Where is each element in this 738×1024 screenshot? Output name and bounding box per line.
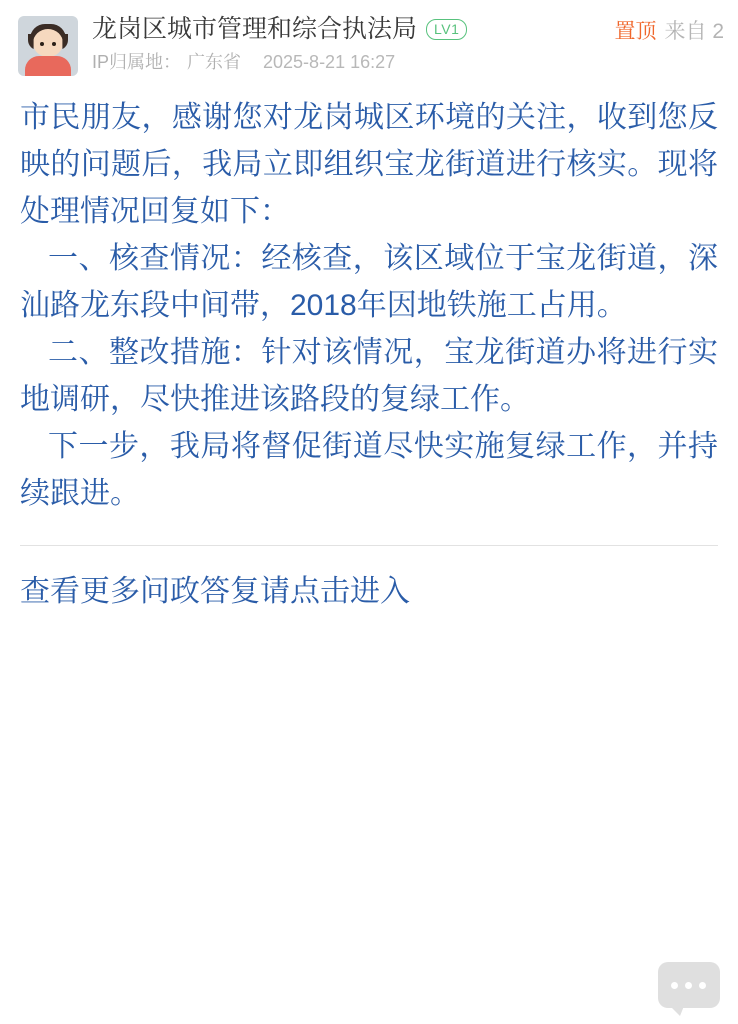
name-row <box>92 14 614 44</box>
ip-location-value: 广东省 <box>187 52 242 72</box>
meta-row <box>92 51 614 73</box>
more-replies-link[interactable]: 查看更多问政答复请点击进入 <box>20 575 410 608</box>
post-header <box>0 0 738 76</box>
level-badge: LV1 <box>426 19 467 40</box>
avatar-eye-left <box>40 42 44 46</box>
avatar-eye-right <box>52 42 56 46</box>
avatar-face <box>33 29 63 57</box>
header-right <box>614 14 724 44</box>
header-main <box>78 14 614 73</box>
avatar-body <box>25 56 71 76</box>
post-source[interactable]: 来自 2 <box>664 20 724 43</box>
comment-dot <box>685 982 692 989</box>
post-paragraph: 一、核查情况：经核查，该区域位于宝龙街道，深汕路龙东段中间带，2018年因地铁施工占用。 <box>20 242 718 322</box>
post-paragraph: 市民朋友，感谢您对龙岗城区环境的关注，收到您反映的问题后，我局立即组织宝龙街道进行核实。现将处理情况回复如下： <box>20 101 718 228</box>
ip-location-label: IP归属地： <box>92 52 182 72</box>
comment-dot <box>671 982 678 989</box>
post-timestamp: 2025-8-21 16:27 <box>263 52 396 72</box>
post-paragraph: 下一步，我局将督促街道尽快实施复绿工作，并持续跟进。 <box>20 430 718 510</box>
comment-dot <box>699 982 706 989</box>
account-name[interactable]: 龙岗区城市管理和综合执法局 <box>92 15 418 43</box>
avatar[interactable] <box>18 16 78 76</box>
pinned-badge: 置顶 <box>614 20 657 43</box>
post-content <box>0 76 738 517</box>
post-paragraph: 二、整改措施：针对该情况，宝龙街道办将进行实地调研，尽快推进该路段的复绿工作。 <box>20 336 718 416</box>
comment-bubble-icon[interactable] <box>658 962 720 1008</box>
